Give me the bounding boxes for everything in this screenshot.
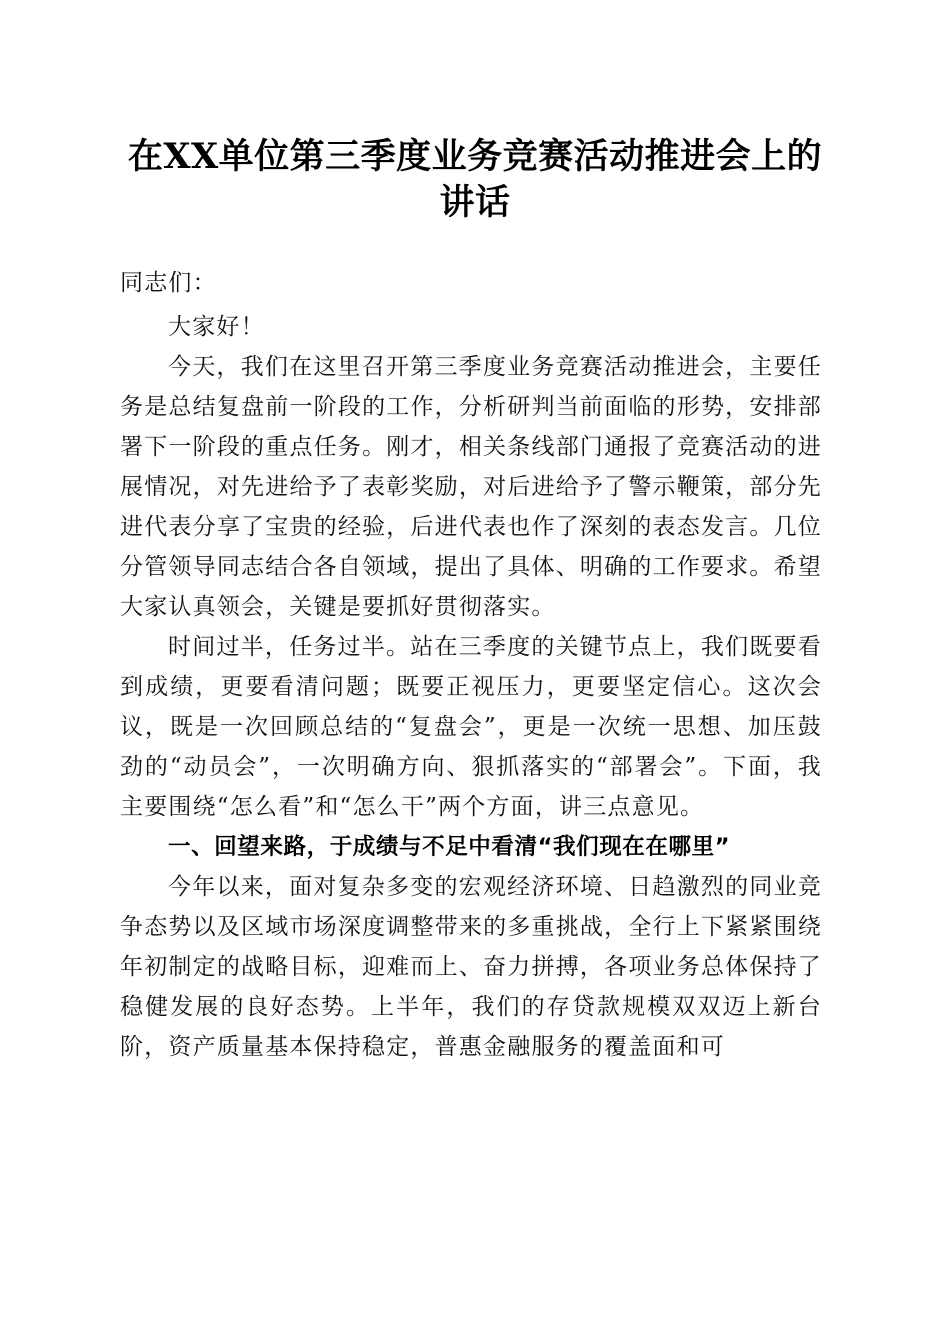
paragraph-opening: 今天，我们在这里召开第三季度业务竞赛活动推进会，主要任务是总结复盘前一阶段的工作，分析研判当前面临的形势，安排部署下一阶段的重点任务。刚才，相关条线部门通报了竞赛活动的进展情况，对先进给予了表彰奖励，对后进给予了警示鞭策，部分先进代表分享了宝贵的经验，后进代表也作了深刻的表态发言。几位分管领导同志结合各自领域，提出了具体、明确的工作要求。希望大家认真领会，关键是要抓好贯彻落实。	[120, 354, 822, 620]
greeting: 大家好！	[168, 314, 265, 340]
document-body	[120, 263, 822, 1067]
section-heading: 一、回望来路，于成绩与不足中看清“我们现在在哪里”	[168, 834, 731, 860]
document-title	[100, 134, 850, 226]
title-line-2: 讲话	[439, 182, 511, 223]
section-paragraph: 今年以来，面对复杂多变的宏观经济环境、日趋激烈的同业竞争态势以及区域市场深度调整带来的多重挑战，全行上下紧紧围绕年初制定的战略目标，迎难而上、奋力拼搏，各项业务总体保持了稳健发展的良好态势。上半年，我们的存贷款规模双双迈上新台阶，资产质量基本保持稳定，普惠金融服务的覆盖面和可	[120, 874, 822, 1060]
salutation: 同志们：	[120, 270, 217, 296]
title-line-1: 在XX单位第三季度业务竞赛活动推进会上的	[127, 136, 823, 177]
paragraph-overview: 时间过半，任务过半。站在三季度的关键节点上，我们既要看到成绩，更要看清问题；既要正视压力，更要坚定信心。这次会议，既是一次回顾总结的“复盘会”，更是一次统一思想、加压鼓劲的“动员会”，一次明确方向、狠抓落实的“部署会”。下面，我主要围绕“怎么看”和“怎么干”两个方面，讲三点意见。	[120, 634, 822, 820]
